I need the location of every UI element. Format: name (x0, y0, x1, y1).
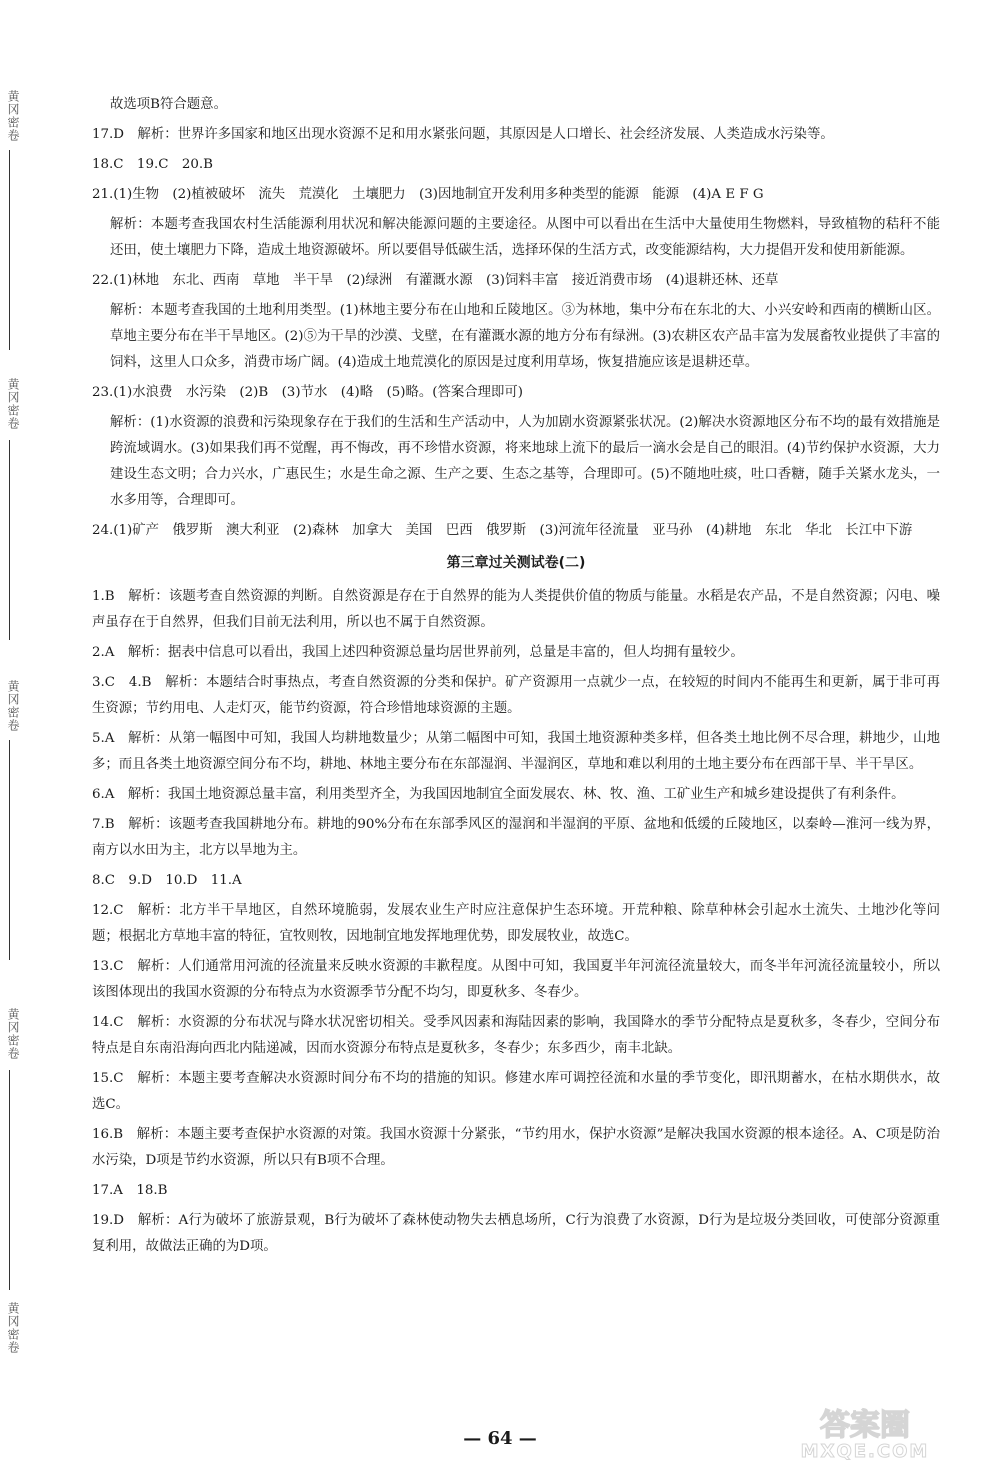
answer-line: 15.C 解析：本题主要考查解决水资源时间分布不均的措施的知识。修建水库可调控径流和水量的季节变化，即汛期蓄水，在枯水期供水，故选C。 (92, 1071, 940, 1112)
answer-line: 3.C 4.B 解析：本题结合时事热点，考查自然资源的分类和保护。矿产资源用一点就少一点，在较短的时间内不能再生和更新，属于非可再生资源；节约用电、人走灯灭，能节约资源，符合珍惜地球资源的主题。 (92, 675, 940, 716)
answer-line: 13.C 解析：人们通常用河流的径流量来反映水资源的丰歉程度。从图中可知，我国夏半年河流径流量较大，而冬半年河流径流量较小，所以该图体现出的我国水资源的分布特点为水资源季节分配不均匀，即夏秋多、冬春少。 (92, 959, 940, 1000)
answer-line: 18.C 19.C 20.B (92, 157, 213, 172)
answer-line: 17.A 18.B (92, 1183, 168, 1198)
margin-label: 黄冈密卷 (6, 1008, 20, 1060)
margin-divider (9, 740, 10, 960)
explanation-paragraph: 解析：本题考查我国的土地利用类型。(1)林地主要分布在山地和丘陵地区。③为林地，集中分布在东北的大、小兴安岭和西南的横断山区。草地主要分布在半干旱地区。(2)⑤为干旱的沙漠、戈壁，在有灌溉水源的地方分布有绿洲。(3)农耕区农产品丰富为发展畜牧业提供了丰富的饲料，这里人口众多，消费市场广阔。(4)造成土地荒漠化的原因是过度利用草场，恢复措施应该是退耕还草。 (110, 303, 940, 370)
watermark-logo (770, 1403, 960, 1461)
page-number: — 64 — (463, 1428, 537, 1449)
margin-label: 黄冈密卷 (6, 378, 20, 430)
answer-content (92, 92, 940, 1264)
answer-line: 故选项B符合题意。 (110, 97, 227, 112)
margin-label: 黄冈密卷 (6, 90, 20, 142)
margin-divider (9, 150, 10, 350)
answer-line: 14.C 解析：水资源的分布状况与降水状况密切相关。受季风因素和海陆因素的影响，我国降水的季节分配特点是夏秋多，冬春少，空间分布特点是自东南沿海向西北内陆递减，因而水资源分布特点是夏秋多，冬春少；东多西少，南丰北缺。 (92, 1015, 940, 1056)
margin-divider (9, 1070, 10, 1290)
answer-line: 7.B 解析：该题考查我国耕地分布。耕地的90%分布在东部季风区的湿润和半湿润的平原、盆地和低缓的丘陵地区，以秦岭—淮河一线为界，南方以水田为主，北方以旱地为主。 (92, 817, 940, 858)
margin-divider (9, 440, 10, 640)
margin-label: 黄冈密卷 (6, 680, 20, 732)
explanation-paragraph: 解析：本题考查我国农村生活能源利用状况和解决能源问题的主要途径。从图中可以看出在生活中大量使用生物燃料，导致植物的秸秆不能还田，使土壤肥力下降，造成土地资源破坏。所以要倡导低碳生活，选择环保的生活方式，改变能源结构，大力提倡开发和使用新能源。 (110, 217, 940, 258)
answer-line: 24.(1)矿产 俄罗斯 澳大利亚 (2)森林 加拿大 美国 巴西 俄罗斯 (3)河流年径流量 亚马孙 (4)耕地 东北 华北 长江中下游 (92, 523, 913, 538)
watermark-url: MXQE.COM (800, 1441, 930, 1461)
answer-line: 21.(1)生物 (2)植被破坏 流失 荒漠化 土壤肥力 (3)因地制宜开发利用多种类型的能源 能源 (4)A E F G (92, 187, 764, 202)
margin-label: 黄冈密卷 (6, 1302, 20, 1354)
explanation-paragraph: 解析：(1)水资源的浪费和污染现象存在于我们的生活和生产活动中，人为加剧水资源紧张状况。(2)解决水资源地区分布不均的最有效措施是跨流域调水。(3)如果我们再不觉醒，再不悔改，再不珍惜水资源，将来地球上流下的最后一滴水会是自己的眼泪。(4)节约保护水资源，大力建设生态文明；合力兴水，广惠民生；水是生命之源、生产之要、生态之基等，合理即可。(5)不随地吐痰，吐口香糖，随手关紧水龙头，一水多用等，合理即可。 (110, 415, 940, 508)
answer-line: 17.D 解析：世界许多国家和地区出现水资源不足和用水紧张问题，其原因是人口增长、社会经济发展、人类造成水污染等。 (92, 127, 834, 142)
answer-line: 19.D 解析：A行为破坏了旅游景观，B行为破坏了森林使动物失去栖息场所，C行为浪费了水资源，D行为是垃圾分类回收，可使部分资源重复利用，故做法正确的为D项。 (92, 1213, 940, 1254)
answer-line: 16.B 解析：本题主要考查保护水资源的对策。我国水资源十分紧张，“节约用水，保护水资源”是解决我国水资源的根本途径。A、C项是防治水污染，D项是节约水资源，所以只有B项不合理。 (92, 1127, 940, 1168)
answer-line: 23.(1)水浪费 水污染 (2)B (3)节水 (4)略 (5)略。(答案合理即可) (92, 385, 524, 400)
answer-line: 12.C 解析：北方半干旱地区，自然环境脆弱，发展农业生产时应注意保护生态环境。开荒种粮、除草种林会引起水土流失、土地沙化等问题；根据北方草地丰富的特征，宜牧则牧，因地制宜地发挥地理优势，即发展牧业，故选C。 (92, 903, 940, 944)
answer-line: 2.A 解析：据表中信息可以看出，我国上述四种资源总量均居世界前列，总量是丰富的，但人均拥有量较少。 (92, 645, 744, 660)
answer-line: 5.A 解析：从第一幅图中可知，我国人均耕地数量少；从第二幅图中可知，我国土地资源种类多样，但各类土地比例不尽合理，耕地少，山地多；而且各类土地资源空间分布不均，耕地、林地主要分布在东部湿润、半湿润区，草地和难以利用的土地主要分布在西部干旱、半干旱区。 (92, 731, 940, 772)
answer-line: 6.A 解析：我国土地资源总量丰富，利用类型齐全，为我国因地制宜全面发展农、林、牧、渔、工矿业生产和城乡建设提供了有利条件。 (92, 787, 905, 802)
answer-line: 8.C 9.D 10.D 11.A (92, 873, 242, 888)
binding-margin (0, 0, 40, 1471)
answer-line: 22.(1)林地 东北、西南 草地 半干旱 (2)绿洲 有灌溉水源 (3)饲料丰富 接近消费市场 (4)退耕还林、还草 (92, 273, 779, 288)
answer-line: 1.B 解析：该题考查自然资源的判断。自然资源是存在于自然界的能为人类提供价值的物质与能量。水稻是农产品，不是自然资源；闪电、噪声虽存在于自然界，但我们目前无法利用，所以也不属于自然资源。 (92, 589, 940, 630)
section-title: 第三章过关测试卷(二) (446, 555, 586, 571)
watermark-text: 答案圈 (820, 1408, 910, 1443)
